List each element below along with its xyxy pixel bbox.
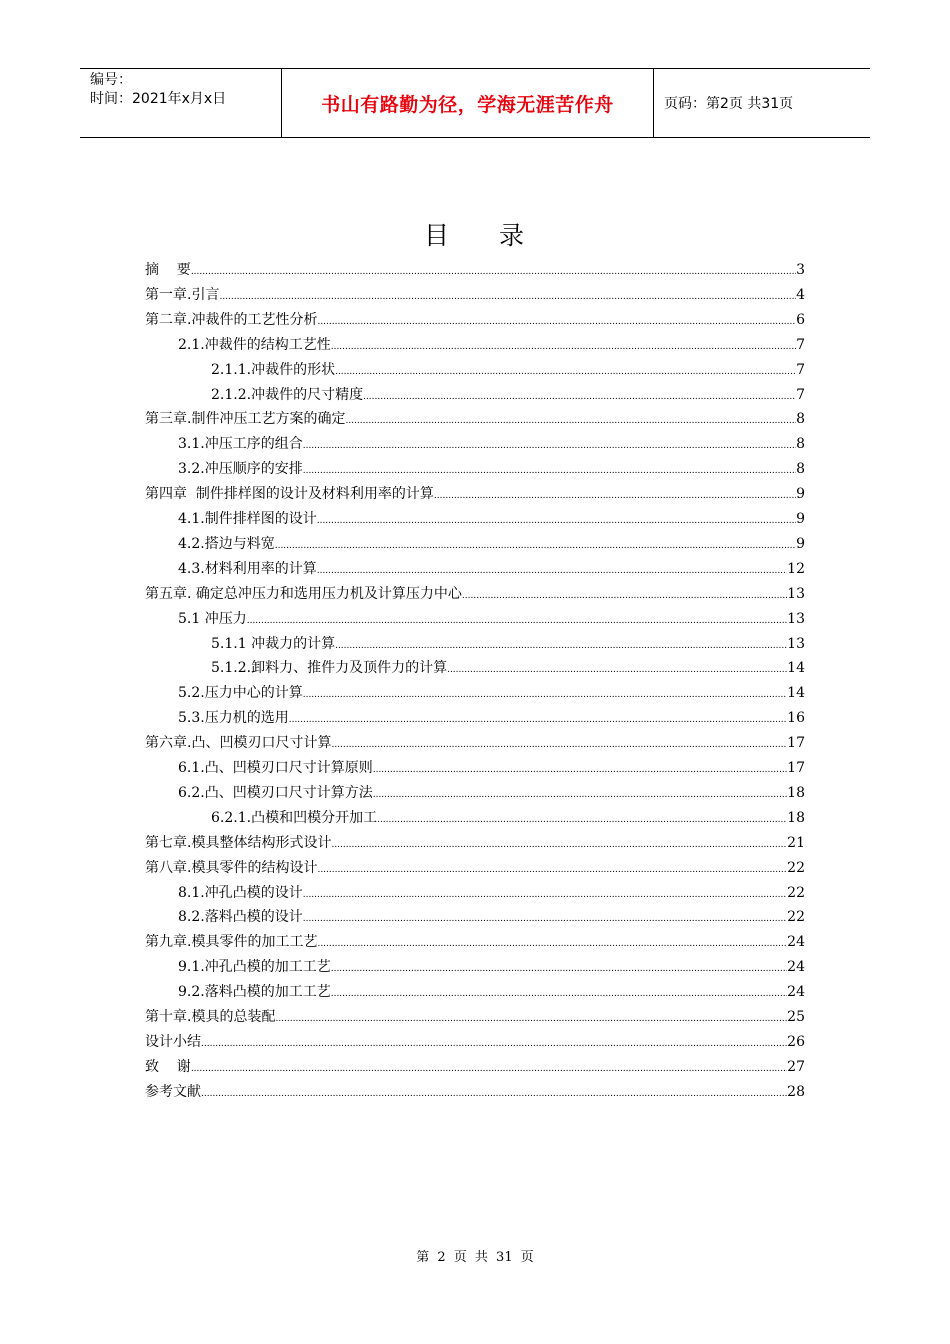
toc-entry-page: 7	[796, 336, 805, 353]
toc-leader-dots	[331, 982, 787, 1007]
toc-entry-label: 第二章.冲裁件的工艺性分析	[145, 311, 318, 328]
toc-title-part2: 录	[499, 221, 527, 250]
toc-entry-label: 5.1 冲压力	[178, 610, 247, 627]
toc-entry[interactable]	[145, 930, 805, 955]
toc-entry-label: 6.2.凸、凹模刃口尺寸计算方法	[178, 784, 373, 801]
toc-entry-page: 24	[787, 934, 805, 951]
toc-entry-page: 13	[787, 635, 805, 652]
toc-entry-page: 13	[787, 610, 805, 627]
toc-entry[interactable]	[145, 283, 805, 308]
toc-entry-label: 第十章.模具的总装配	[145, 1009, 276, 1025]
toc-entry-label: 8.2.落料凸模的设计	[178, 909, 303, 926]
toc-entry-label: 第七章.模具整体结构形式设计	[145, 834, 332, 851]
toc-leader-dots	[363, 385, 796, 410]
toc-entry-page: 18	[787, 784, 805, 801]
toc-entry[interactable]	[178, 557, 805, 582]
toc-entry-page: 7	[796, 386, 805, 403]
toc-entry-page: 22	[787, 859, 805, 876]
toc-leader-dots	[191, 260, 796, 285]
toc-entry[interactable]	[178, 333, 805, 358]
toc-entry-label: 3.2.冲压顺序的安排	[178, 461, 303, 478]
toc-entry[interactable]	[178, 955, 805, 980]
toc-leader-dots	[317, 559, 787, 584]
toc-entry-label: 2.1.冲裁件的结构工艺性	[178, 336, 331, 353]
header-motto: 书山有路勤为径，学海无涯苦作舟	[282, 69, 654, 137]
toc-entry-label: 5.3.压力机的选用	[178, 710, 289, 727]
toc-entry-label: 第五章. 确定总冲压力和选用压力机及计算压力中心	[145, 585, 462, 602]
toc-entry-page: 8	[796, 461, 805, 478]
page-footer: 第 2 页 共 31 页	[416, 1250, 534, 1265]
toc-leader-dots	[373, 783, 787, 808]
toc-entry-label: 2.1.1.冲裁件的形状	[211, 361, 336, 378]
toc-entry-page: 7	[796, 361, 805, 378]
toc-entry[interactable]	[178, 781, 805, 806]
toc-leader-dots	[201, 1032, 787, 1057]
toc-entry-label: 第九章.模具零件的加工工艺	[145, 934, 318, 951]
toc-entry[interactable]	[145, 856, 805, 881]
toc-entry-page: 3	[796, 262, 805, 278]
toc-entry-page: 18	[787, 809, 805, 826]
toc-entry[interactable]	[211, 383, 805, 408]
toc-leader-dots	[462, 584, 787, 609]
toc-entry[interactable]	[145, 407, 805, 432]
toc-entry-page: 22	[787, 909, 805, 926]
toc-entry-label: 6.1.凸、凹模刃口尺寸计算原则	[178, 760, 373, 776]
toc-entry-page: 26	[787, 1033, 805, 1050]
toc-entry-page: 25	[787, 1009, 805, 1025]
toc-entry-page: 13	[787, 585, 805, 602]
toc-entry-label: 第八章.模具零件的结构设计	[145, 859, 318, 876]
toc-entry[interactable]	[145, 831, 805, 856]
toc-leader-dots	[247, 609, 787, 634]
toc-entry-label: 9.1.冲孔凸模的加工工艺	[178, 959, 331, 976]
number-label: 编号：	[90, 72, 132, 88]
toc-entry[interactable]	[145, 258, 805, 283]
toc-leader-dots	[191, 1057, 787, 1082]
toc-entry-page: 16	[787, 710, 805, 727]
toc-leader-dots	[373, 758, 787, 783]
toc-entry-label: 设计小结	[145, 1033, 201, 1050]
toc-entry-page: 27	[787, 1058, 805, 1075]
toc-entry[interactable]	[145, 1080, 805, 1105]
toc-entry[interactable]	[145, 1005, 805, 1030]
toc-title-part1: 目	[423, 221, 451, 250]
toc-entry[interactable]	[145, 482, 805, 507]
toc-entry[interactable]	[178, 507, 805, 532]
toc-entry-label: 6.2.1.凸模和凹模分开加工	[211, 809, 378, 826]
toc-leader-dots	[317, 310, 796, 335]
toc-entry-page: 9	[796, 535, 805, 552]
toc-leader-dots	[317, 509, 796, 534]
toc-entry[interactable]	[145, 582, 805, 607]
toc-leader-dots	[345, 409, 796, 434]
page-header	[80, 68, 870, 138]
toc-leader-dots	[303, 434, 796, 459]
toc-leader-dots	[434, 484, 796, 509]
toc-entry[interactable]	[145, 731, 805, 756]
toc-entry-page: 8	[796, 436, 805, 453]
toc-entry-page: 28	[787, 1083, 805, 1100]
toc-leader-dots	[317, 932, 787, 957]
toc-leader-dots	[303, 459, 796, 484]
toc-entry[interactable]	[211, 806, 805, 831]
toc-entry[interactable]	[178, 607, 805, 632]
toc-entry[interactable]	[178, 681, 805, 706]
toc-entry[interactable]	[211, 632, 805, 657]
toc-leader-dots	[331, 733, 787, 758]
toc-entry-page: 4	[796, 286, 805, 303]
toc-leader-dots	[331, 957, 787, 982]
header-meta	[80, 69, 282, 137]
toc-title	[0, 216, 950, 252]
toc-leader-dots	[335, 360, 796, 385]
toc-entry[interactable]	[178, 905, 805, 930]
toc-leader-dots	[201, 1082, 787, 1107]
toc-entry-label: 9.2.落料凸模的加工工艺	[178, 984, 331, 1001]
toc-entry-label: 5.1.2.卸料力、推件力及顶件力的计算	[211, 660, 448, 677]
toc-entry-label: 致 谢	[145, 1058, 191, 1075]
toc-leader-dots	[377, 808, 787, 833]
toc-entry-page: 17	[787, 735, 805, 752]
toc-entry-label: 4.1.制件排样图的设计	[178, 511, 317, 527]
toc-entry-page: 14	[787, 660, 805, 677]
toc-entry[interactable]	[178, 706, 805, 731]
toc-entry-label: 4.3.材料利用率的计算	[178, 560, 317, 577]
toc-entry-page: 9	[796, 486, 805, 503]
toc-entry-page: 24	[787, 984, 805, 1001]
toc-leader-dots	[317, 858, 787, 883]
toc-entry[interactable]	[211, 358, 805, 383]
toc-entry-page: 22	[787, 884, 805, 901]
toc-entry-label: 第四章 制件排样图的设计及材料利用率的计算	[145, 486, 434, 503]
toc-leader-dots	[275, 1007, 787, 1032]
toc-entry-page: 6	[796, 311, 805, 328]
toc-entry[interactable]	[178, 532, 805, 557]
toc-leader-dots	[303, 683, 787, 708]
toc-entry-page: 21	[787, 834, 805, 851]
toc-entry-page: 9	[796, 511, 805, 527]
toc-entry[interactable]	[145, 1030, 805, 1055]
toc-entry-label: 5.1.1 冲裁力的计算	[211, 635, 336, 652]
toc-entry-label: 5.2.压力中心的计算	[178, 685, 303, 702]
toc-entry[interactable]	[145, 308, 805, 333]
time-label: 时间：2021年x月x日	[90, 91, 227, 107]
toc-entry-page: 12	[787, 560, 805, 577]
toc-entry[interactable]	[178, 881, 805, 906]
toc-leader-dots	[335, 634, 787, 659]
toc-entry[interactable]	[178, 457, 805, 482]
toc-entry-label: 摘 要	[145, 262, 191, 278]
toc-leader-dots	[303, 883, 787, 908]
toc-entry-page: 17	[787, 760, 805, 776]
toc-entry[interactable]	[211, 656, 805, 681]
toc-entry[interactable]	[145, 1055, 805, 1080]
toc-entry-label: 参考文献	[145, 1083, 201, 1100]
toc-leader-dots	[447, 658, 787, 683]
toc-entry-page: 14	[787, 685, 805, 702]
toc-leader-dots	[289, 708, 787, 733]
toc-entry-label: 第三章.制件冲压工艺方案的确定	[145, 411, 346, 428]
toc-leader-dots	[331, 833, 787, 858]
toc-leader-dots	[275, 534, 796, 559]
toc-leader-dots	[219, 285, 796, 310]
toc-leader-dots	[303, 907, 787, 932]
toc-entry[interactable]	[178, 756, 805, 781]
toc-entry-label: 4.2.搭边与料宽	[178, 535, 275, 552]
toc-entry[interactable]	[178, 432, 805, 457]
toc-entry-label: 2.1.2.冲裁件的尺寸精度	[211, 386, 364, 403]
toc-entry-label: 第六章.凸、凹模刃口尺寸计算	[145, 735, 332, 752]
toc-entry[interactable]	[178, 980, 805, 1005]
toc-entry-page: 24	[787, 959, 805, 976]
toc-entry-label: 3.1.冲压工序的组合	[178, 436, 303, 453]
header-page-info: 页码：第2页 共31页	[664, 96, 794, 112]
toc-entry-page: 8	[796, 411, 805, 428]
toc-entry-label: 8.1.冲孔凸模的设计	[178, 884, 303, 901]
toc-entry-label: 第一章.引言	[145, 286, 220, 303]
toc-leader-dots	[331, 335, 796, 360]
